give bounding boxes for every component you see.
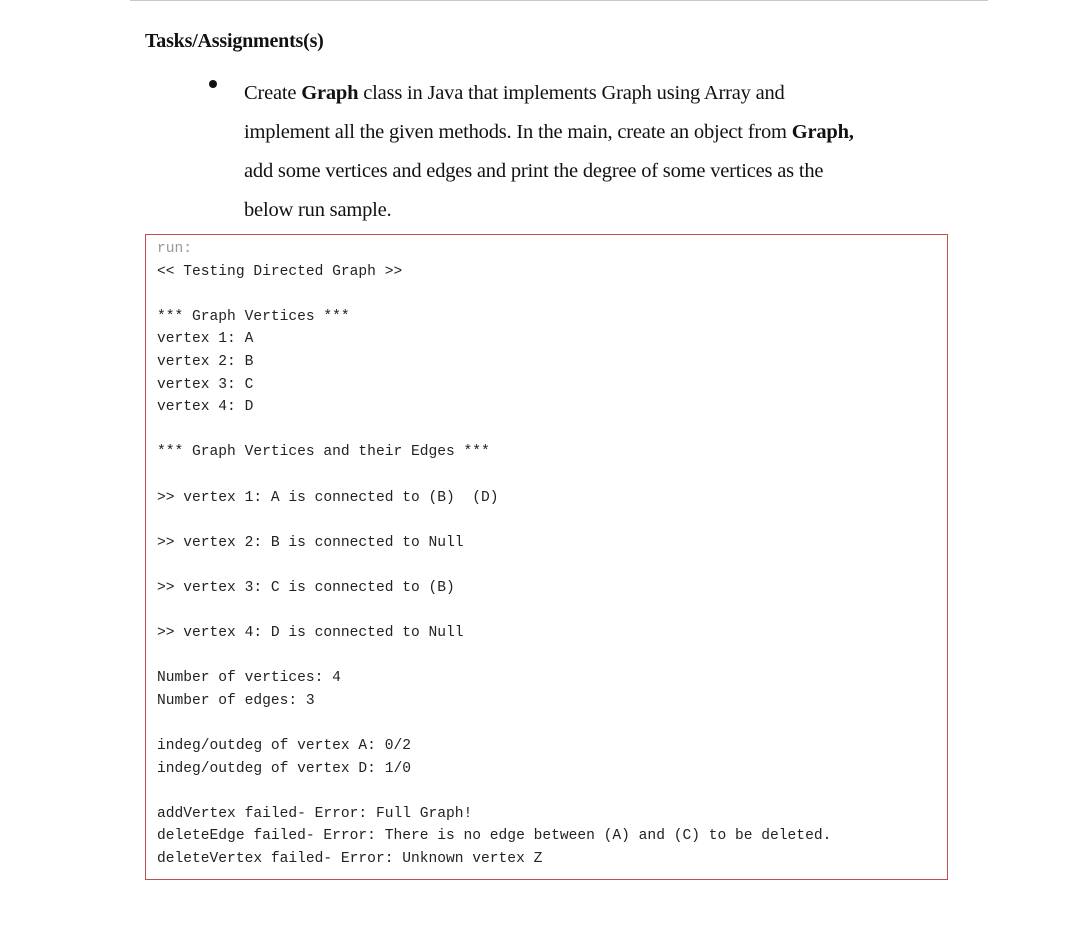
task-description [244,74,964,230]
console-line: *** Graph Vertices and their Edges *** [157,444,490,461]
console-line: Number of vertices: 4 [157,670,341,687]
console-line: Number of edges: 3 [157,692,315,709]
console-line: << Testing Directed Graph >> [157,263,403,280]
bullet-icon [209,80,217,88]
console-line: >> vertex 3: C is connected to (B) [157,579,455,596]
console-line: indeg/outdeg of vertex D: 1/0 [157,760,411,777]
console-line: vertex 4: D [157,399,254,416]
task-text: Create [244,82,302,104]
console-line: vertex 3: C [157,376,254,393]
console-line [157,419,831,442]
task-bold-object-name: Graph, [791,121,854,143]
console-line: deleteVertex failed- Error: Unknown vertex Z [157,851,543,868]
task-bold-class-name: Graph [301,82,359,104]
console-line: vertex 1: A [157,331,254,348]
section-heading: Tasks/Assignments(s) [145,30,324,52]
task-text: below run sample. [244,199,392,221]
console-output-box [145,234,948,880]
console-line: addVertex failed- Error: Full Graph! [157,805,473,822]
task-text: class in Java that implements Graph using Array and [358,82,785,104]
task-text: implement all the given methods. In the main, create an object from [244,121,792,143]
console-line: >> vertex 4: D is connected to Null [157,625,464,642]
console-line [157,554,831,577]
console-line [157,509,831,532]
console-line: >> vertex 1: A is connected to (B) (D) [157,489,499,506]
console-line [157,464,831,487]
top-divider [130,0,988,1]
console-line: >> vertex 2: B is connected to Null [157,534,464,551]
task-text: add some vertices and edges and print the degree of some vertices as the [244,160,824,182]
console-line: run: [157,241,193,257]
console-line: *** Graph Vertices *** [157,308,350,325]
console-line: indeg/outdeg of vertex A: 0/2 [157,738,411,755]
console-line: vertex 2: B [157,353,254,370]
console-line [157,283,831,306]
console-line [157,645,831,668]
console-line [157,712,831,735]
console-line [157,600,831,623]
console-line [157,780,831,803]
console-lines [157,238,831,871]
console-line: deleteEdge failed- Error: There is no edge between (A) and (C) to be deleted. [157,828,832,845]
